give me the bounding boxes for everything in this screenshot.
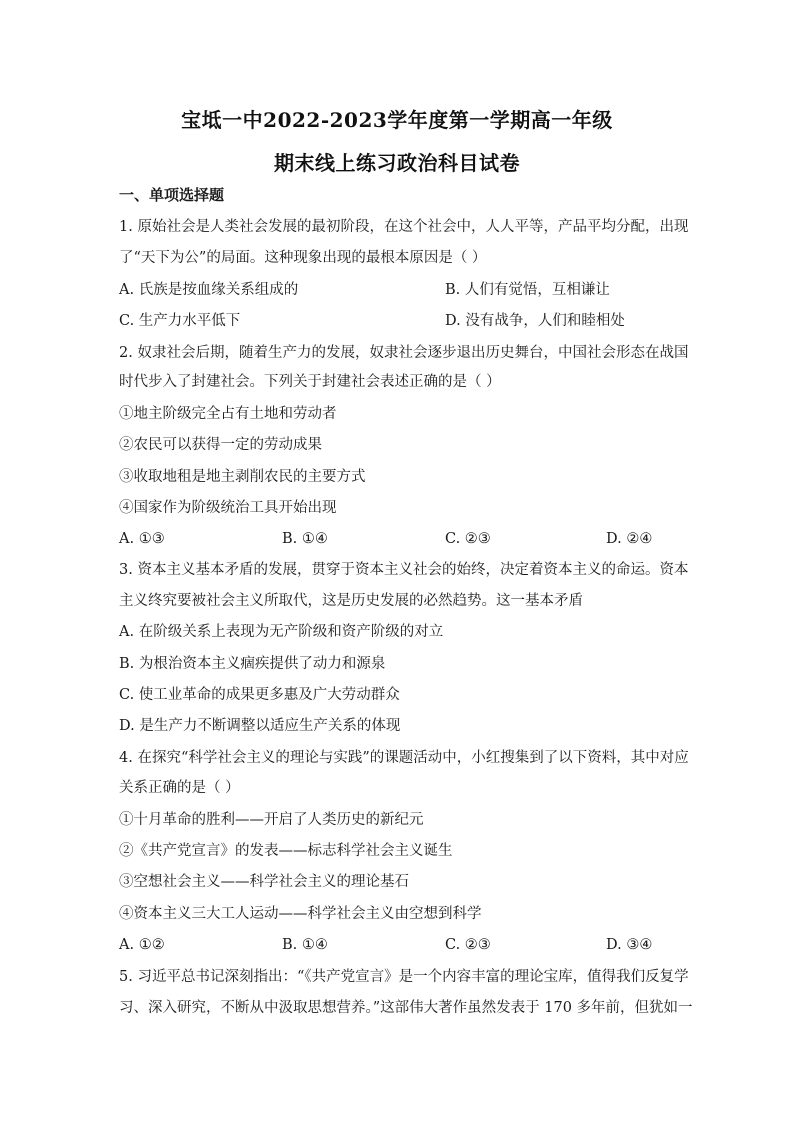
q2-option-d: D. ②④	[606, 531, 653, 547]
q5-stem-line-2: 习、深入研究，不断从中汲取思想营养。”这部伟大著作虽然发表于 170 多年前，但犹如一	[119, 1000, 693, 1016]
q1-option-a: A. 氏族是按血缘关系组成的	[119, 282, 299, 298]
q4-option-a: A. ①②	[119, 937, 165, 953]
q4-stem-line-1: 4. 在探究“科学社会主义的理论与实践”的课题活动中，小红搜集到了以下资料，其中对应	[119, 750, 689, 766]
q4-statement-4: ④资本主义三大工人运动——科学社会主义由空想到科学	[119, 906, 482, 922]
q2-option-a: A. ①③	[119, 531, 165, 547]
q2-option-c: C. ②③	[445, 531, 491, 547]
section-heading: 一、单项选择题	[119, 186, 225, 204]
q3-option-c: C. 使工业革命的成果更多惠及广大劳动群众	[119, 687, 400, 703]
q3-option-a: A. 在阶级关系上表现为无产阶级和资产阶级的对立	[119, 624, 444, 640]
q2-option-b: B. ①④	[282, 531, 328, 547]
q4-statement-1: ①十月革命的胜利——开启了人类历史的新纪元	[119, 812, 424, 828]
q4-option-c: C. ②③	[445, 937, 491, 953]
q2-statement-1: ①地主阶级完全占有土地和劳动者	[119, 406, 337, 422]
q4-option-b: B. ①④	[282, 937, 328, 953]
q2-statement-4: ④国家作为阶级统治工具开始出现	[119, 500, 337, 516]
q5-stem-line-1: 5. 习近平总书记深刻指出：“《共产党宣言》是一个内容丰富的理论宝库，值得我们反复学	[119, 969, 689, 985]
exam-subtitle: 期末线上练习政治科目试卷	[274, 151, 520, 175]
q1-option-c: C. 生产力水平低下	[119, 313, 241, 329]
q3-option-b: B. 为根治资本主义痼疾提供了动力和源泉	[119, 656, 386, 672]
q2-statement-2: ②农民可以获得一定的劳动成果	[119, 437, 322, 453]
q3-stem-line-1: 3. 资本主义基本矛盾的发展，贯穿于资本主义社会的始终，决定着资本主义的命运。资本	[119, 562, 689, 578]
q1-stem-line-1: 1. 原始社会是人类社会发展的最初阶段，在这个社会中，人人平等，产品平均分配，出现	[119, 219, 689, 235]
q4-statement-3: ③空想社会主义——科学社会主义的理论基石	[119, 874, 409, 890]
q4-option-d: D. ③④	[606, 937, 653, 953]
q1-option-b: B. 人们有觉悟，互相谦让	[445, 282, 610, 298]
q4-stem-line-2: 关系正确的是（ ）	[119, 780, 240, 796]
q2-stem-line-2: 时代步入了封建社会。下列关于封建社会表述正确的是（ ）	[119, 374, 501, 390]
q3-stem-line-2: 主义终究要被社会主义所取代，这是历史发展的必然趋势。这一基本矛盾	[119, 593, 583, 609]
q1-stem-line-2: 了“天下为公”的局面。这种现象出现的最根本原因是（ ）	[119, 250, 487, 266]
q3-option-d: D. 是生产力不断调整以适应生产关系的体现	[119, 718, 401, 734]
q4-statement-2: ②《共产党宣言》的发表——标志科学社会主义诞生	[119, 843, 453, 859]
exam-title: 宝坻一中2022-2023学年度第一学期高一年级	[181, 108, 613, 132]
q1-option-d: D. 没有战争，人们和睦相处	[445, 313, 625, 329]
q2-statement-3: ③收取地租是地主剥削农民的主要方式	[119, 469, 366, 485]
q2-stem-line-1: 2. 奴隶社会后期，随着生产力的发展，奴隶社会逐步退出历史舞台，中国社会形态在战国	[119, 345, 689, 361]
